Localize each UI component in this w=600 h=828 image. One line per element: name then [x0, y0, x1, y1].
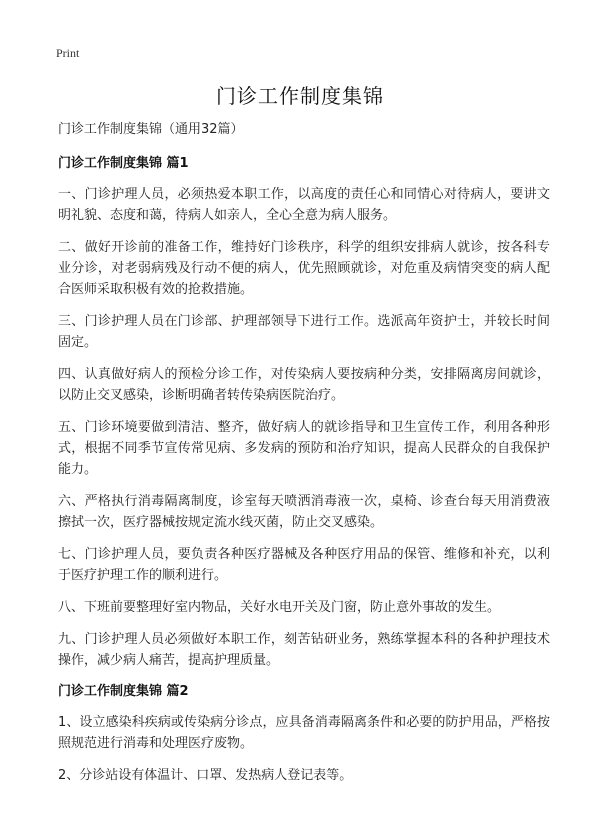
section-2 — [58, 682, 550, 786]
paragraph: 七、门诊护理人员，要负责各种医疗器械及各种医疗用品的保管、维修和补充，以利于医疗护理工作的顺利进行。 — [58, 547, 550, 583]
section-heading: 门诊工作制度集锦 篇1 — [58, 156, 189, 171]
section-1 — [58, 154, 550, 671]
paragraph: 三、门诊护理人员在门诊部、护理部领导下进行工作。选派高年资护士，并较长时间固定。 — [58, 314, 550, 350]
paragraph: 八、下班前要整理好室内物品，关好水电开关及门窗，防止意外事故的发生。 — [58, 600, 501, 615]
document-subtitle: 门诊工作制度集锦（通用32篇） — [58, 122, 244, 137]
paragraph: 六、严格执行消毒隔离制度，诊室每天喷洒消毒液一次，桌椅、诊查台每天用消费液擦拭一次，医疗器械按规定流水线灭菌，防止交叉感染。 — [58, 494, 550, 530]
section-heading: 门诊工作制度集锦 篇2 — [58, 684, 189, 699]
paragraph: 一、门诊护理人员，必须热爱本职工作，以高度的责任心和同情心对待病人，要讲文明礼貌、态度和蔼，待病人如亲人，全心全意为病人服务。 — [58, 187, 550, 223]
paragraph: 1、设立感染科疾病或传染病分诊点，应具备消毒隔离条件和必要的防护用品，严格按照规范进行消毒和处理医疗废物。 — [58, 715, 550, 751]
paragraph: 五、门诊环境要做到清洁、整齐，做好病人的就诊指导和卫生宣传工作，利用各种形式，根据不同季节宣传常见病、多发病的预防和治疗知识，提高人民群众的自我保护能力。 — [58, 420, 550, 477]
paragraph: 四、认真做好病人的预检分诊工作，对传染病人要按病种分类，安排隔离房间就诊，以防止交叉感染，诊断明确者转传染病医院治疗。 — [58, 367, 550, 403]
print-label: Print — [56, 46, 80, 60]
page-title: 门诊工作制度集锦 — [216, 84, 384, 108]
document-body — [58, 120, 550, 797]
paragraph: 二、做好开诊前的准备工作，维持好门诊秩序，科学的组织安排病人就诊，按各科专业分诊，对老弱病残及行动不便的病人，优先照顾就诊，对危重及病情突变的病人配合医师采取积极有效的抢救措施。 — [58, 240, 550, 297]
paragraph: 2、分诊站设有体温计、口罩、发热病人登记表等。 — [58, 768, 353, 783]
paragraph: 九、门诊护理人员必须做好本职工作，刻苦钻研业务，熟练掌握本科的各种护理技术操作，减少病人痛苦，提高护理质量。 — [58, 632, 550, 668]
